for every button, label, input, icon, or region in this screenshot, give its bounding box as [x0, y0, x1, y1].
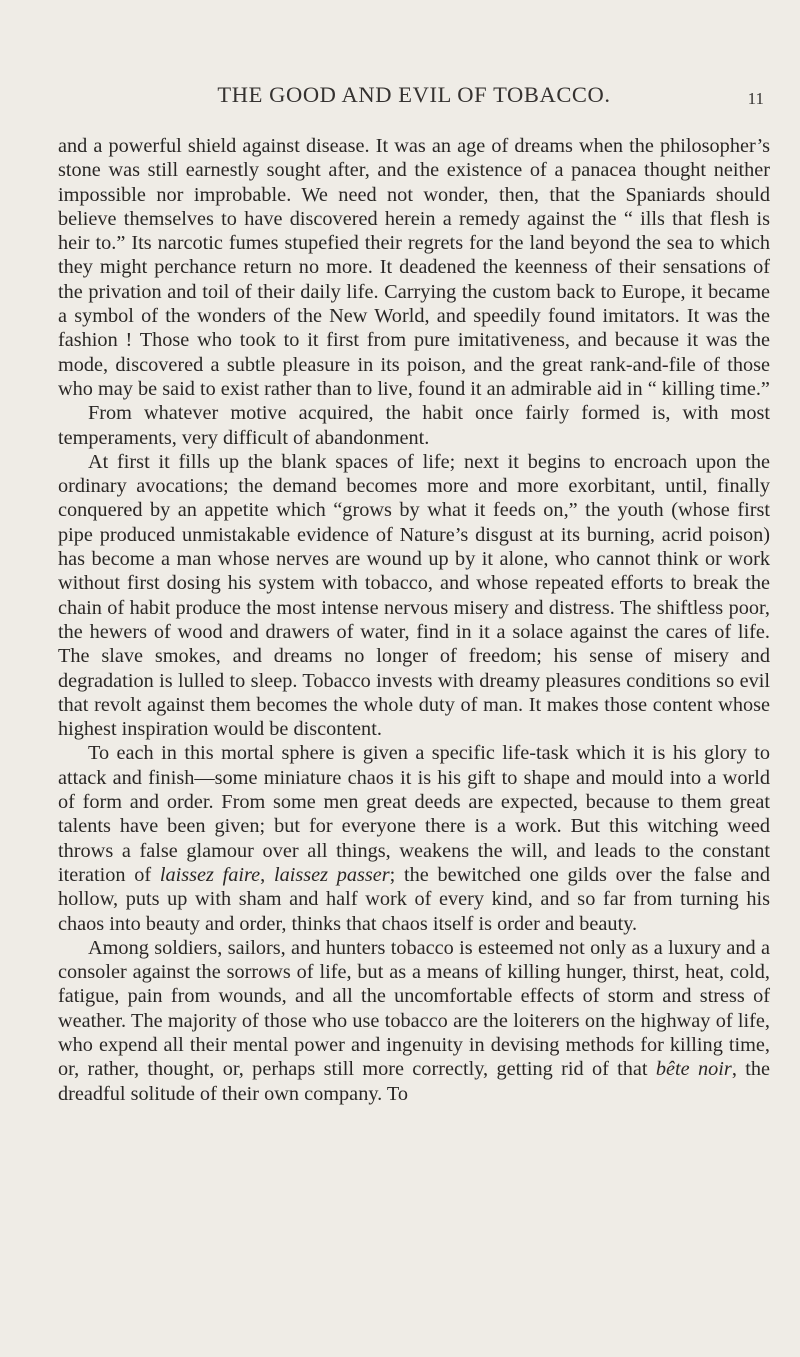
paragraph	[58, 401, 770, 450]
page-header	[58, 82, 770, 112]
text-run: ,	[260, 863, 274, 886]
text-run: , the dreadful solitude of their own company. To	[58, 1058, 770, 1105]
italic-phrase: laissez faire	[159, 863, 261, 886]
text-run: From whatever motive acquired, the habit once fairly formed is, with most temperaments, very difficult of abandonment.	[58, 402, 770, 449]
body-text	[58, 134, 770, 1106]
page-number: 11	[747, 89, 764, 108]
italic-phrase: laissez passer	[273, 863, 390, 886]
text-run: ; the bewitched one gilds over the false and hollow, puts up with sham and half work of every kind, and so far from turning his chaos into beauty and order, thinks that chaos itself is order and beauty.	[58, 863, 770, 935]
paragraph	[58, 936, 770, 1106]
running-title: THE GOOD AND EVIL OF TOBACCO.	[217, 82, 611, 107]
italic-phrase: bête noir	[655, 1058, 732, 1081]
text-run: and a powerful shield against disease. It was an age of dreams when the philosopher’s stone was still earnestly sought after, and the existence of a panacea thought neither impossible nor improbable. We need not wonder, then, that the Spaniards should believe themselves to have discovered herein a remedy against the “ ills that flesh is heir to.” Its narcotic fumes stupefied their regrets for the land beyond the sea to which they might perchance return no more. It deadened the keenness of their sensations of the privation and toil of their daily life. Carrying the custom back to Europe, it became a symbol of the wonders of the New World, and speedily found imitators. It was the fashion ! Those who took to it first from pure imitativeness, and because it was the mode, discovered a subtle pleasure in its poison, and the great rank-and-file of those who may be said to exist rather than to live, found it an admirable aid in “ killing time.”	[58, 135, 770, 400]
paragraph	[58, 134, 770, 401]
paragraph	[58, 450, 770, 742]
paragraph	[58, 741, 770, 935]
text-run: To each in this mortal sphere is given a specific life-task which it is his glory to attack and finish—some miniature chaos it is his gift to shape and mould into a world of form and order. From some men great deeds are expected, because to them great talents have been given; but for everyone there is a work. But this witching weed throws a false glamour over all things, weakens the will, and leads to the constant iteration of	[58, 742, 770, 886]
text-run: At first it fills up the blank spaces of life; next it begins to encroach upon the ordinary avocations; the demand becomes more and more exorbitant, until, finally conquered by an appetite which “grows by what it feeds on,” the youth (whose first pipe produced unmistakable evidence of Nature’s disgust at its burning, acrid poison) has become a man whose nerves are wound up by it alone, who cannot think or work without first dosing his system with tobacco, and whose repeated efforts to break the chain of habit produce the most intense nervous misery and distress. The shiftless poor, the hewers of wood and drawers of water, find in it a solace against the cares of life. The slave smokes, and dreams no longer of freedom; his sense of misery and degradation is lulled to sleep. Tobacco invests with dreamy pleasures conditions so evil that revolt against them becomes the whole duty of man. It makes those content whose highest inspiration would be discontent.	[58, 450, 770, 741]
text-run: Among soldiers, sailors, and hunters tobacco is esteemed not only as a luxury and a consoler against the sorrows of life, but as a means of killing hunger, thirst, heat, cold, fatigue, pain from wounds, and all the uncomfortable effects of storm and stress of weather. The majority of those who use tobacco are the loiterers on the highway of life, who expend all their mental power and ingenuity in devising methods for killing time, or, rather, thought, or, perhaps still more correctly, getting rid of that	[58, 936, 770, 1081]
